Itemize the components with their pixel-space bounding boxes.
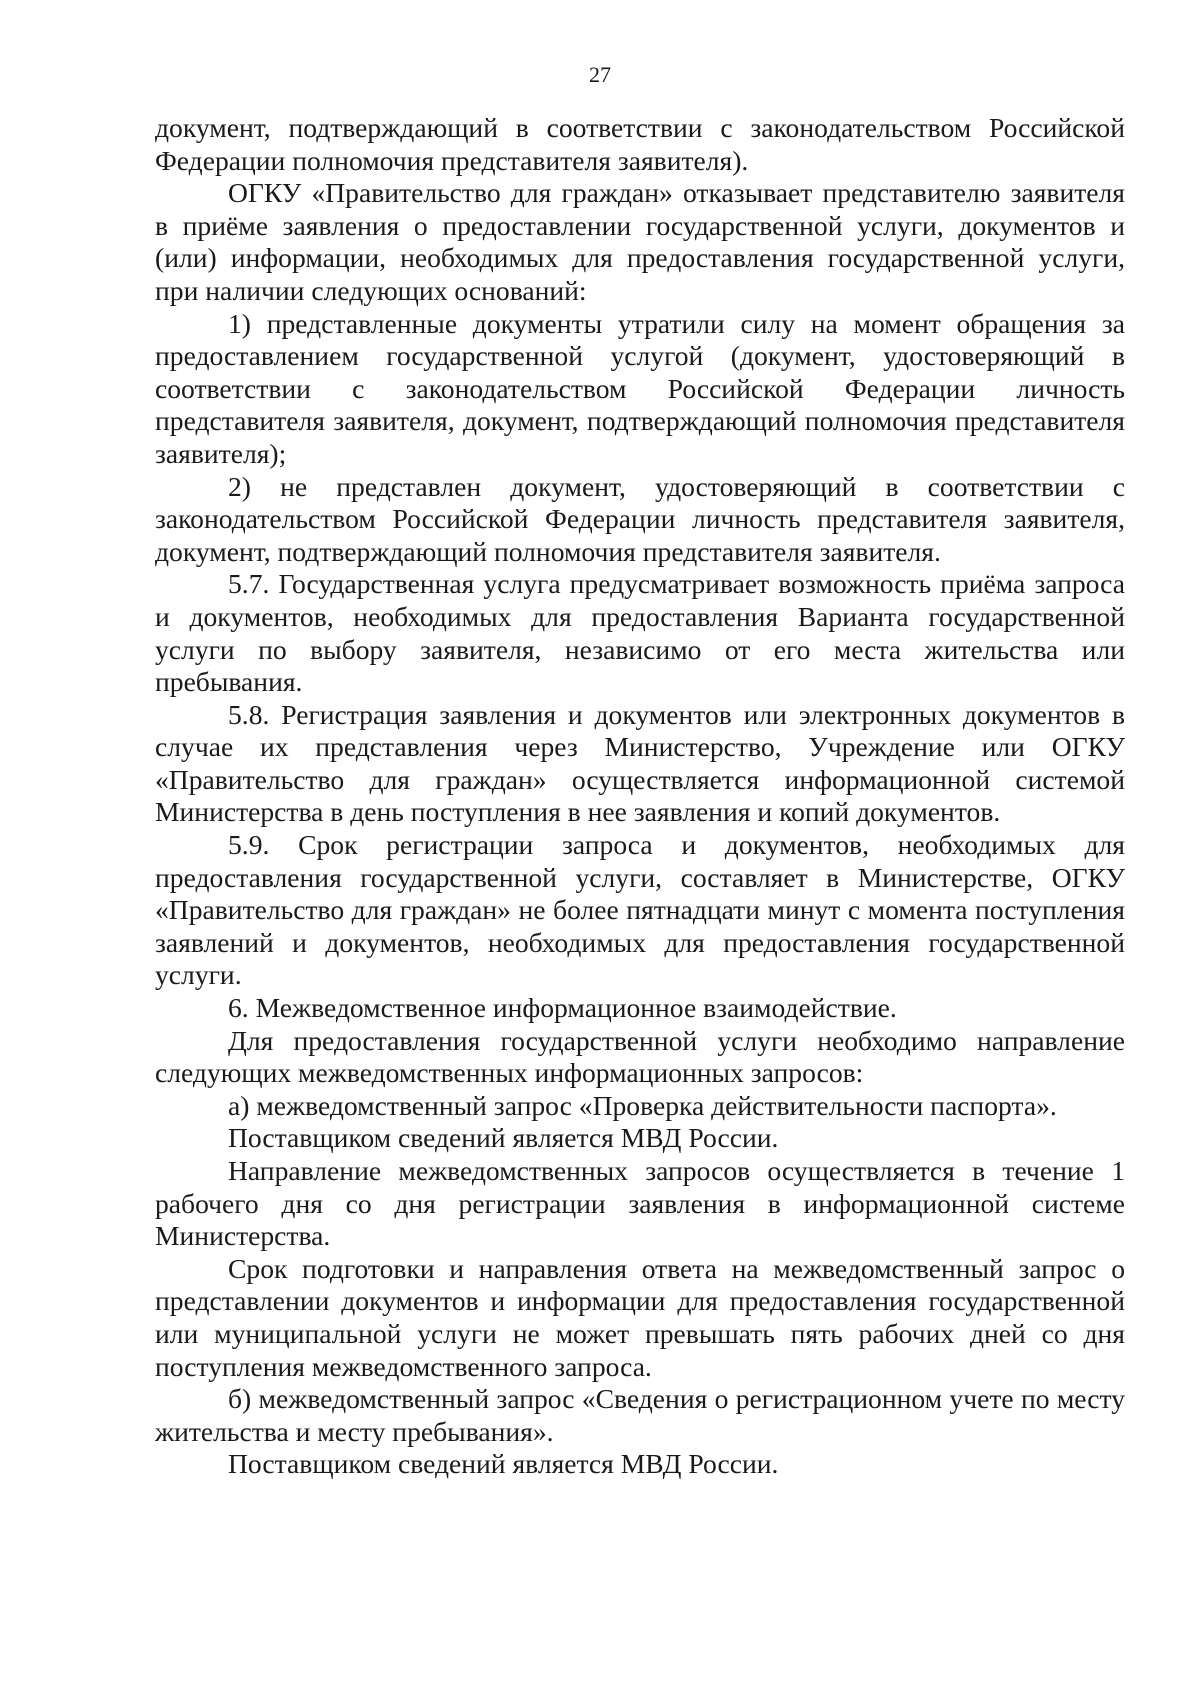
paragraph-ground-1: 1) представленные документы утратили силу на момент обращения за предоставлением государственной услугой (документ, удостоверяющий в соответствии с законодательством Российской Федерации личность представителя заявителя, документ, подтверждающий полномочия представителя заявителя); — [155, 307, 1125, 469]
paragraph-response-deadline: Срок подготовки и направления ответа на межведомственный запрос о представлении документов и информации для предоставления государственной или муниципальной услуги не может превышать пять рабочих дней со дня поступления межведомственного запроса. — [155, 1252, 1125, 1382]
paragraph-provider-a: Поставщиком сведений является МВД России. — [228, 1122, 779, 1154]
paragraph-continuation: документ, подтверждающий в соответствии с законодательством Российской Федерации полномочия представителя заявителя). — [155, 112, 1125, 176]
paragraph-5-9: 5.9. Срок регистрации запроса и документов, необходимых для предоставления государственной услуги, составляет в Министерстве, ОГКУ «Правительство для граждан» не более пятнадцати минут с момента поступления заявлений и документов, необходимых для предоставления государственной услуги. — [155, 829, 1125, 991]
section-heading-6: 6. Межведомственное информационное взаимодействие. — [228, 992, 897, 1024]
page-number: 27 — [589, 62, 611, 87]
paragraph-request-a: а) межведомственный запрос «Проверка действительности паспорта». — [228, 1089, 1057, 1121]
paragraph-requests-intro: Для предоставления государственной услуги необходимо направление следующих межведомственных информационных запросов: — [155, 1024, 1125, 1089]
paragraph-request-timing: Направление межведомственных запросов осуществляется в течение 1 рабочего дня со дня регистрации заявления в информационной системе Министерства. — [155, 1155, 1125, 1252]
paragraph-ground-2: 2) не представлен документ, удостоверяющий в соответствии с законодательством Российской Федерации личность представителя заявителя, документ, подтверждающий полномочия представителя заявителя. — [155, 470, 1125, 567]
paragraph-5-7: 5.7. Государственная услуга предусматривает возможность приёма запроса и документов, необходимых для предоставления Варианта государственной услуги по выбору заявителя, независимо от его места жительства или пребывания. — [155, 568, 1125, 698]
document-body — [155, 112, 1125, 1481]
paragraph-refusal-grounds: ОГКУ «Правительство для граждан» отказывает представителю заявителя в приёме заявления о предоставлении государственной услуги, документов и (или) информации, необходимых для предоставления государственной услуги, при наличии следующих оснований: — [155, 177, 1125, 306]
paragraph-request-b: б) межведомственный запрос «Сведения о регистрационном учете по месту жительства и месту пребывания». — [155, 1383, 1125, 1447]
paragraph-provider-b: Поставщиком сведений является МВД России. — [228, 1448, 779, 1480]
paragraph-5-8: 5.8. Регистрация заявления и документов или электронных документов в случае их представления через Министерство, Учреждение или ОГКУ «Правительство для граждан» осуществляется информационной системой Министерства в день поступления в нее заявления и копий документов. — [155, 698, 1125, 828]
